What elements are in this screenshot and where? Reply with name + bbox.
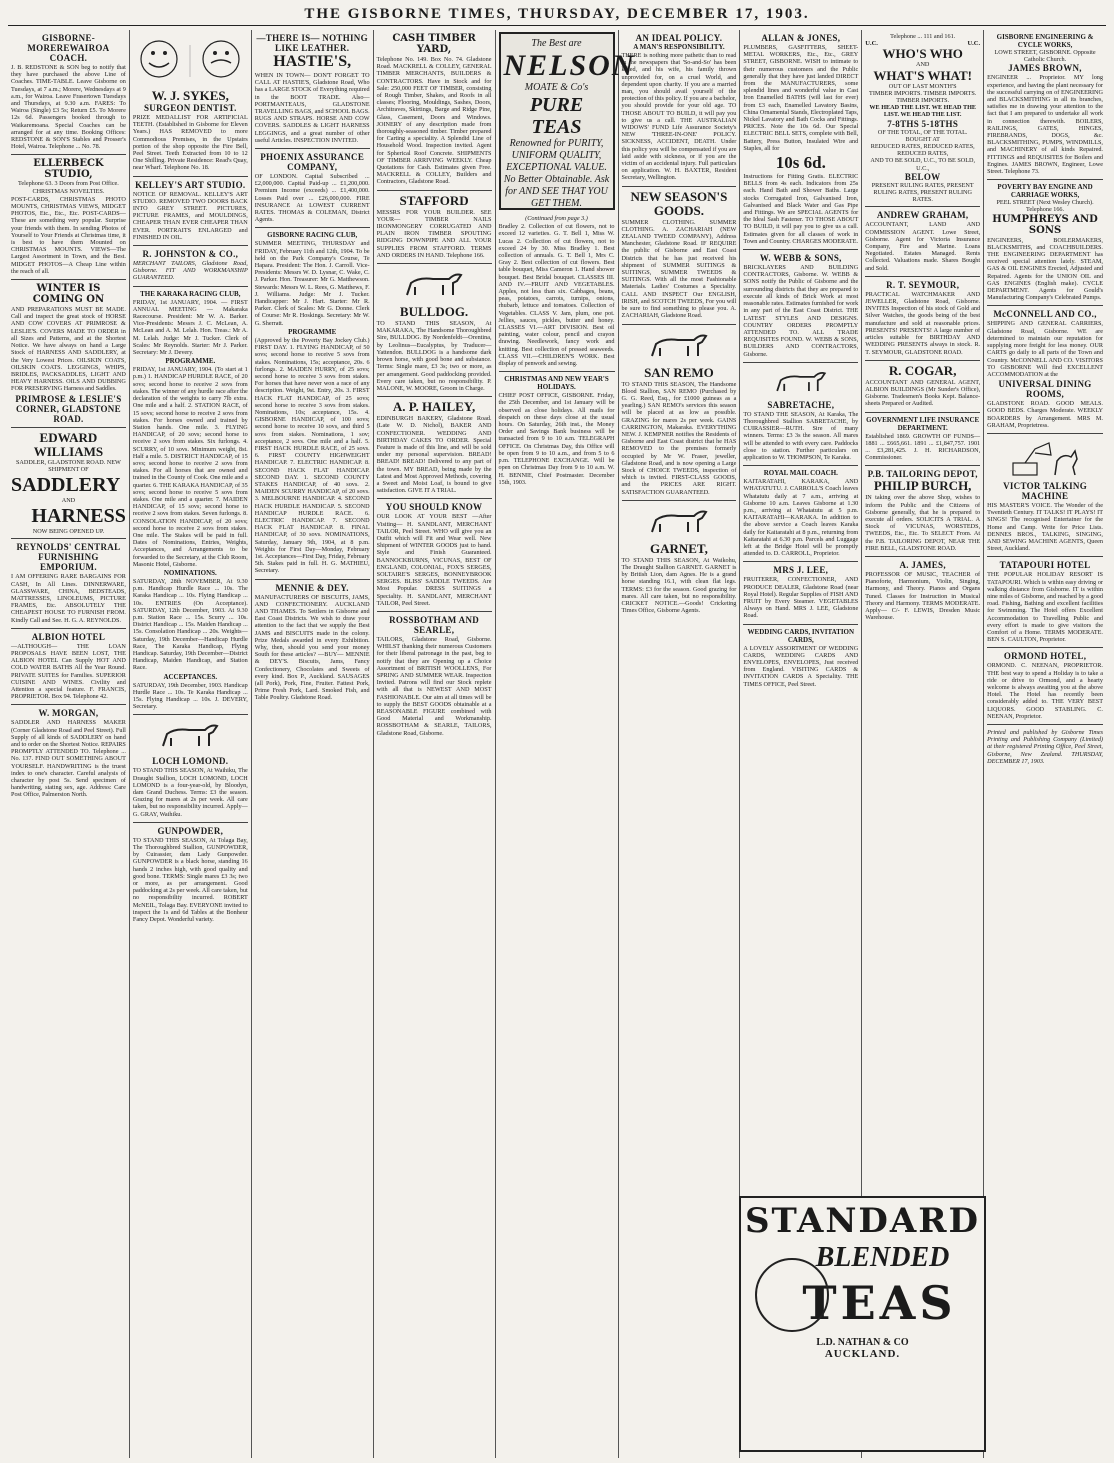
graham-title: ANDREW GRAHAM, — [876, 210, 969, 221]
sanremo-ad — [622, 325, 737, 501]
garnet-text: TO STAND THIS SEASON, At Waikohu, The Draught Stallion GARNET. GARNET is by British Lion, dam Agnes. He is a grand horse standing 16.1, with clean flat legs. TERMS: £3 for the season. Good grazing for mares. All care taken, but no responsibility. CRICKET NOTICE.—Goods! Cricketing Times Office, Gisborne Agents. — [621, 556, 737, 615]
standard-city: AUCKLAND. — [824, 1348, 901, 1360]
sabretache-text: TO STAND THE SEASON, At Karaka, The Thoroughbred Stallion SABRETACHE, by CUIRASSIER—RUTH. Sire of many winners. Terms: £3 3s the season. All mares will be attended to with every care. Paddocks close to station. Further particulars on application to W. THOMPSON, Te Karaka. — [743, 410, 859, 461]
webb-ad — [743, 250, 858, 363]
graham-ad — [865, 207, 980, 276]
cash-timber-text: Telephone No. 149. Box No. 74. Gladstone Road. MACKRELL & COLLEY, GENERAL TIMBER MERCHANTS, BUILDERS & CONTRACTORS. Have in Stock and for Sale: 250,000 FEET OF TIMBER, consisting of Rough Timber, Shakes, and Roofs in all classes; Flooring, Mouldings, Sashes, Doors, Architraves, Skirtings, Barge and Ridge Pine, Glass, Casement, Doors and Windows. JOINERY of any description made from thoroughly-seasoned timber. Timber prepared for Carting a speciality. A Splendid Line of Household Wood. Inspection invited. Agent for Spherical Roof Concrete. SHIPMENTS OF TIMBER ARRIVING WEEKLY. Cheap Quotations for Cash. Estimates given Free. MACKRELL & COLLEY, Builders and Contractors, Gladstone Road. — [376, 56, 492, 186]
lee-text: FRUITERER, CONFECTIONER, AND PRODUCE DEALER, Gladstone Road (near Royal Hotel). Regular Supplies of FISH AND FRUIT by Every Steamer. VEGETABLES Always on Hand. MRS J. LEE, Gladstone Road. — [743, 576, 859, 620]
coach-text: J. B. REDSTONE & SON beg to notify that they have purchased the above Line of Coaches. TIME-TABLE. Leave Gisborne on Tuesdays, at 7 a.m.; Morere, Wednesdays at 9 a.m., for Wairoa. Leave Frasertown Tuesdays and Thursdays, at 9.30 a.m. FARES: To Wairoa (Single) £3 5s; Return £5. To Morere 12s 6d. Passengers booked through to Waikaremoana. Special Coaches can be arranged for at any time. Booking Offices: REDSTONE & SON'S Stables and Prosser's Hotel, Wairoa. Telephone ... No. 78. — [11, 64, 126, 151]
williams-sub: SADDLER, GLADSTONE ROAD. NEW SHIPMENT OF — [15, 458, 121, 473]
who-title: WHO'S WHO — [882, 46, 963, 62]
and-word: AND — [61, 496, 76, 504]
gunpowder-title: GUNPOWDER, — [157, 825, 224, 836]
coach-ad — [11, 30, 126, 155]
morgan-text: SADDLER AND HARNESS MAKER (Corner Gladstone Road and Peel Street). Full Supply of all kinds of SADDLERY on hand and to order on the Shortest Notice. REPAIRS PROMPTLY ATTENDED TO. Telephone ... No. 137. FIND OUT SOMETHING ABOUT YOURSELF. HANDWRITING is the truest index to one's character. Careful analysis of character by post 5s. Send specimen of handwriting, stating sex, age. Address: Care Post Office, Palmerston North. — [11, 719, 126, 799]
brown-text: ENGINEER ... Proprietor. MY long experience, and having the plant necessary for the successful carrying on of ENGINEERING and BLACKSMITHING in all its branches, satisfies me in drawing your attention to the fact that I am prepared to undertake all work in connection therewith. BOILERS, RAILINGS, GATES, HINGES, FIREBRANDS, DOGS, &c. BLACKSMITHING, PUMPS, WINDMILLS, and MACHINERY of all kinds Repaired. FITTINGS and REQUISITES for Boilers and Engines. JAMES BROWN, Engineer, Lowe Street. Telephone 73. — [987, 74, 1103, 176]
acceptances-title: ACCEPTANCES. — [163, 672, 218, 681]
nelson-co: MOATE & Co's — [524, 82, 589, 93]
tatapouri-ad — [987, 557, 1103, 648]
standard-teas-ad — [739, 1196, 986, 1452]
nelson-tea-ad — [499, 32, 636, 210]
masthead — [8, 6, 1106, 26]
season-text: SUMMER CLOTHING. SUMMER CLOTHING. A. ZACHARIAH (NEW ZEALAND TWEED COMPANY), Address Manchester, Gladstone Road. IF REQUIRE the public of Gisborne and East Coast Districts that he has just received his shipment of SUMMER SUITINGS & SUITINGS, SUMMER TWEEDS & SUITINGS. With all the most Fashionable Materials. Ladies' Costumes a Speciality. CALL AND INSPECT Our ENGLISH, IRISH, and SCOTCH TWEEDS, For you will be sure to find something to please you. A. ZACHARIAH, Gladstone Road. — [621, 218, 737, 320]
karaka-text: FRIDAY, 1st JANUARY, 1904. — FIRST ANNUAL MEETING — Makaraka Racecourse. President: Mr W. A. Barker. Vice-Presidents: Messrs J. C. McLean, A. McLean and A. M. Lelah. Hon. Treas.: Mr A. M. Lelah. Judge: Mr J. Tucker. Clerk of Scales: Mr Reynolds. Starter: Mr J. Parker. Secretary: Mr J. Devery. — [132, 298, 248, 357]
universal-text: GLADSTONE ROAD. GOOD MEALS. GOOD BEDS. Charges Moderate. WEEKLY BOARDERS by Arrangement. MRS M. GRAHAM, Proprietress. — [987, 400, 1103, 429]
programme-text: FRIDAY, 1st JANUARY, 1904. (To start at 1 p.m.) 1. HANDICAP HURDLE RACE, of 20 sovs; second horse to receive 2 sovs from stakes. The winner of any hurdle race after the declaration of the weights to carry 7lb extra. One mile and a half. 2. STATION RACE, of 15 sovs; second horse to receive 2 sovs from stakes. For horses owned and trained by Station hands. One mile. 3. FLYING HANDICAP, of 20 sovs; second horse to receive 2 sovs from stakes. Six furlongs. 4. SCURRY, of 10 sovs. Minimum weight, 8st. Half a mile. 5. DISTRICT HANDICAP, of 15 sovs; second horse to receive 2 sovs from stakes. For all horses that are owned and trained in the County of Cook. One mile and a quarter. 6. THE KARAKA HANDICAP, of 35 sovs; second horse to receive 5 sovs from stakes. One mile and a quarter. 7. MAIDEN HANDICAP, of 15 sovs; second horse to receive 2 sovs from stakes. Seven furlongs. 8. CONSOLATION HANDICAP, of 20 sovs; second horse to receive 2 sovs from stakes. One mile. The Stakes will be paid in full. Dates of Nominations, Entries, Weights, Acceptances, and Arrangements to be forwarded to the Secretary, at the Club Room, Masonic Hotel, Gisborne. — [132, 366, 248, 568]
morgan-ad — [11, 705, 126, 802]
humphreys-title: HUMPHREYS AND SONS — [992, 213, 1098, 236]
saddlery-word: SADDLERY — [11, 473, 121, 496]
racing-title: GISBORNE RACING CLUB, — [267, 231, 358, 240]
williams-foot: NOW BEING OPENED UP. — [32, 528, 105, 536]
allan-title: ALLAN & JONES, — [761, 33, 841, 43]
continued-note: (Continued from page 3.) — [525, 215, 588, 222]
allan-text2: Instructions for Fitting Gratis. ELECTRIC BELLS from 4s each. Indicators from 25s each. Hand Bath and Shower Baths. Large stocks Corrugated Iron, Galvanised Iron, Galvanised and Black Water and Gas Pipe and Fittings. We are SPECIAL AGENTS for the Ideal Sash Fastener. TO THOSE ABOUT TO BUILD, it will pay you to give us a call. Estimates given for all classes of work in Town and Country. CHARGES MODERATE. — [743, 173, 859, 245]
johnston-ad — [133, 246, 248, 287]
johnston-text: MERCHANT TAILORS, Gladstone Road, Gisborne. FIT AND WORKMANSHIP GUARANTEED. — [132, 260, 248, 282]
lee-title: MRS J. LEE, — [773, 565, 829, 576]
sabretache-ad — [743, 363, 858, 466]
mennie-text: MANUFACTURERS OF BISCUITS, JAMS, AND CONFECTIONERY. AUCKLAND AND THAMES. To Settlers in Gisborne and East Coast Districts. We wish to draw your attention to the fact that we supply the Best JAMS and BISCUITS made in the colony. Prize Medals awarded in every Exhibition. Why, then, should you send your money South for these articles? —BUY— MENNIE & DEY'S. Biscuits, Jams, Fancy Confectionery, Chocolates and Sweets of every kind. Box P., Auckland. SAUSAGES (all Pork), Pork, Fine, Fruiter. Fattest Pork, Prime Fresh Pork, Lard. Smoked Fish, and Table Poultry. Gladstone Road. — [254, 593, 370, 702]
imprint-text: Printed and published by Gisborne Times Printing and Publishing Company (Limited) at their registered Printing Office, Peel Street, Gisborne, New Zealand. THURSDAY, DECEMBER 17, 1903. — [987, 729, 1103, 765]
webb-title: W. WEBB & SONS, — [759, 253, 842, 264]
column-3 — [252, 30, 374, 1458]
garnet-ad — [622, 501, 737, 619]
column-1 — [8, 30, 130, 1458]
standard-word: STANDARD — [744, 1201, 981, 1241]
uc-left: U.C. — [865, 40, 878, 48]
winter-title: WINTER IS COMING ON — [32, 283, 105, 306]
rossbotham-ad — [377, 612, 492, 741]
james-text: PROFESSOR OF MUSIC, TEACHER of Pianoforte, Harmonium, Violin, Singing, Harmony, and Theory. Pianos and Organs Tuned. Classes for Instruction in Musical Theory and Harmony. TERMS MODERATE. Apply— C/- F. LEWIS, Dresden Music Warehouse. — [865, 570, 981, 622]
reynolds-text: I AM OFFERING RARE BARGAINS FOR CASH, In All Lines. DINNERWARE, GLASSWARE, CHINA, BEDSTEADS, MATTRESSES, LINOLEUMS, PICTURE FRAMES, Etc. ABSOLUTELY THE CHEAPEST HOUSE TO FURNISH FROM. Kindly Call and See. H. G. A. REYNOLDS. — [11, 573, 126, 624]
phoenix-text: OF LONDON. Capital Subscribed ... £2,000,000. Capital Paid-up ... £1,200,000. Premium Income (exceeds) ... £1,400,000. Losses Paid over ... £26,000,000. FIRE INSURANCE At LOWEST CURRENT RATES. THOMAS & COLEMAN, District Agents. — [254, 173, 370, 224]
allan-price: 10s 6d. — [775, 153, 826, 173]
hailey-ad — [377, 397, 492, 499]
ellerbeck-sub: Telephone 63. 3 Doors from Post Office. CHRISTMAS NOVELTIES. — [18, 180, 119, 195]
programme3-title: PROGRAMME — [288, 327, 337, 336]
season-ad — [622, 187, 737, 325]
standard-maker: L.D. NATHAN & CO — [816, 1337, 909, 1348]
cash-timber-title: CASH TIMBER YARD, — [392, 33, 476, 55]
sykes-sub: SURGEON DENTIST. — [143, 103, 237, 113]
column-9 — [984, 30, 1106, 1458]
gramophone-dog-icon — [1005, 439, 1085, 479]
ormond-title: ORMOND HOTEL, — [1003, 651, 1087, 662]
gunpowder-ad — [133, 823, 248, 927]
albion-ad — [11, 629, 126, 706]
head-list: WE HEAD THE LIST. WE HEAD THE LIST. WE HEAD THE LIST. — [869, 104, 977, 119]
sandlant-ad — [377, 499, 492, 612]
total-text: OF THE TOTAL, OF THE TOTAL. — [877, 128, 968, 136]
govt-ad — [865, 413, 980, 467]
kelley-ad — [133, 177, 248, 246]
nelson-pure: PURE TEAS — [529, 94, 584, 138]
cards-title: WEDDING CARDS, INVITATION CARDS, — [747, 627, 855, 644]
burch-title: PHILIP BURCH, — [873, 478, 972, 494]
phoenix-ad — [255, 149, 370, 228]
mennie-ad — [255, 580, 370, 706]
horse-icon — [399, 269, 469, 303]
tooth-illustration-icon — [135, 35, 245, 87]
sanremo-text: TO STAND THIS SEASON, The Handsome Blood Stallion, SAN REMO (Purchased by G. G. Reed, Esq., for £1000 guineas as a yearling.) SAN REMO's services this season will be placed at as low as possible. GRAZING for mares 2s per week. GAINS CARRINGTON, Makaraka. EVERYTHING NEW. J. KEMPNER notifies the Residents of Gisborne and East Coast district that he HAS REMOVED to the premises formerly occupied by Mr W. Fraser, jeweller, Gladstone Road, and is now opening a Large Stock of CHOICE TWEEDS, inspection of which is invited. FIRST-CLASS GOODS, and the PRICES ARE RIGHT. SATISFACTION GUARANTEED. — [621, 380, 737, 496]
season-title: NEW SEASON'S GOODS. — [630, 188, 728, 218]
phoenix-title: PHOENIX ASSURANCE COMPANY, — [260, 152, 365, 173]
hastie-text: WHEN IN TOWN— DON'T FORGET TO CALL AT HASTIE'S, Gladstone Road, Who has a LARGE STOCK of Everything required in the BOOT TRADE. Also— PORTMANTEAUS, GLADSTONE TRAVELLING BAGS, and SCHOOL BAGS. RUGS AND STRAPS. HORSE AND COW COVERS. SADDLES & LIGHT HARNESS LEGGINGS, and a great number of other useful Articles. INSPECTION INVITED. — [254, 72, 370, 144]
horse-icon — [155, 720, 225, 754]
cards-text: A LOVELY ASSORTMENT OF WEDDING CARDS, WEDDING CARDS AND ENVELOPES, ENVELOPES, Just received from England. VISITING CARDS & INVITATION CARDS A Speciality. THE TIMES OFFICE, Peel Street. — [743, 644, 859, 688]
james-ad — [865, 557, 980, 625]
programme3-text: (Approved by the Poverty Bay Jockey Club.) FIRST DAY. 1. FLYING HANDICAP, of 50 sovs; second horse to receive 5 sovs from stakes. Nominations, 15s; acceptance, 20s. 6 furlongs. 2. MAIDEN HURRY, of 25 sovs; second horse to receive 3 sovs from stakes. For horses that have never won a race of any description. Weight, 9st. Entry, 20s. 3. FIRST HACK FLAT HANDICAP, of 25 sovs; second horse to receive 3 sovs from stakes. Nominations, 10s; acceptance, 15s. 4. GISBORNE HANDICAP, of 100 sovs; second horse to receive 10 sovs, and third 5 sovs from stakes. Nominations, 1 sov; acceptance, 2 sovs. One mile and a half. 5. FIRST HACK HURDLE RACE, of 25 sovs. 6. FIRST COUNTY HIGHWEIGHT HANDICAP. 7. ELECTRIC HANDICAP. 8. SECOND HACK FLAT HANDICAP. SECOND DAY. 1. SECOND COUNTY STAKES HANDICAP, of 40 sovs. 2. MAIDEN SCURRY HANDICAP, of 20 sovs. 3. MELBOURNE HANDICAP. 4. SECOND HACK HURDLE HANDICAP. 5. SECOND HANDICAP HURDLE RACE. 6. ELECTRIC HANDICAP. 7. SECOND HACK FLAT HANDICAP. 8. FINAL HANDICAP, of 30 sovs. NOMINATIONS, Saturday, January 9th, 1904, at 8 p.m. Weights for First Day—Monday, February 1st. Acceptances—First Day, Friday, February 5th. Stakes paid in full. H. G. MATHIEU, Secretary. — [254, 336, 370, 575]
hailey-text: EDINBURGH BAKERY, Gladstone Road. (Late W. D. Nichol), BAKER AND CONFECTIONER. WEDDING AND BIRTHDAY CAKES TO ORDER. Special Feature is made of this line, and will be sold under my personal supervision. BREAD! BREAD! BREAD! Delivered to any part of the town. MY BREAD, being made by the Latest and Most Approved Methods, covering a Sweet and Moist Loaf, is bound to give satisfaction. GIVE IT A TRIAL. — [376, 415, 492, 495]
kelley-title: KELLEY'S ART STUDIO. — [135, 179, 246, 190]
uc-right: U.C. — [967, 40, 981, 48]
reynolds-title: REYNOLDS' CENTRAL FURNISHING EMPORIUM. — [16, 542, 121, 573]
cycle-title: GISBORNE ENGINEERING & CYCLE WORKS, — [996, 33, 1094, 49]
policy-title: AN IDEAL POLICY. — [635, 33, 723, 43]
sanremo-title: SAN REMO — [644, 364, 714, 380]
column-2 — [130, 30, 252, 1458]
allan-ad — [743, 30, 858, 250]
uc-tel: Telephone ... 111 and 161. — [890, 33, 956, 40]
victor-title: VICTOR TALKING MACHINE — [1003, 480, 1088, 501]
seymour-ad — [865, 277, 980, 361]
humphreys-text: ENGINEERS, BOILERMAKERS, BLACKSMITHS, and COACHBUILDERS. THE ENGINEERING DEPARTMENT has received special attention lately. STEAM, GAS & OIL ENGINES Erected, Adjusted and Repaired. Agents for the UNION OIL and GAS ENGINES (English make). CYCLE DEPARTMENT. Agents for Gould's Manufacturing Company's Celebrated Pumps. — [987, 236, 1103, 302]
poverty-text: PEEL STREET (Next Wesley Church). Telephone 166. — [996, 199, 1094, 214]
horse-icon — [644, 506, 714, 540]
policy-ad — [622, 30, 737, 187]
cash-timber-ad — [377, 30, 492, 191]
xmas-title: CHRISTMAS AND NEW YEAR'S HOLIDAYS. — [504, 375, 609, 392]
acceptances-text: SATURDAY, 19th December, 1903. Handicap Hurdle Race ... 10s. Te Karaka Handicap ... 15s. Flying Handicap ... 10s. J. DEVERY, Secretary. — [132, 681, 248, 711]
rossbotham-text: TAILORS, Gladstone Road, Gisborne. WHILST thanking their numerous Customers for their liberal patronage in the past, beg to notify that they are Opening up a Choice Assortment of BRITISH WOOLLENS, For SPRING AND SUMMER WEAR. Inspection Invited. Patrons will find our Stock replete with all that is NEWEST AND MOST FASHIONABLE. Our aim at all times will be to supply the BEST GOODS obtainable at a REASONABLE FIGURE combined with Good Material and Workmanship. ROSSBOTHAM & SEARLE, TAILORS, Gladstone Road, Gisborne. — [376, 635, 492, 737]
uc-ad — [865, 30, 980, 207]
gunpowder-text: TO STAND THIS SEASON, At Tolaga Bay, The Thoroughbred Stallion, GUNPOWDER, by Cuirassier, dam Lady Gunpowder. GUNPOWDER is a black horse, standing 16 hands 2 inches high, with good quality and good bone. TERMS: Single mares £3 3s; two or more, as per arrangement. Good paddocking at 2s per week. All care taken, but no responsibility incurred. ROBERT McNEIL, Tolaga Bay. EVERYONE invited to inspect the 1s and 6d Tables at the Bonheur Fancy Depot. Wonderful variety. — [132, 836, 248, 924]
tatapouri-text: THE POPULAR HOLIDAY RESORT IS TATAPOURI. Which is within easy driving or walking distance from Gisborne. IT is within nine miles of Gisborne, and reached by a good road. Fishing, Bathing and excellent facilities for Swimming. The Hotel offers Excellent Accommodation to Travelling Public and every effort is made to give visitors the Comfort of a Home. TERMS MODERATE. BEN S. CAULTON, Proprietor. — [987, 571, 1103, 644]
lee-ad — [743, 562, 858, 624]
tatapouri-title: TATAPOURI HOTEL — [999, 560, 1091, 571]
column-4 — [374, 30, 496, 1458]
primrose-title: PRIMROSE & LESLIE'S CORNER, GLADSTONE ROAD. — [15, 393, 122, 424]
rossbotham-title: ROSSBOTHAM AND SEARLE, — [389, 614, 480, 635]
masthead-title: THE GISBORNE TIMES, THURSDAY, DECEMBER 17, 1903. — [304, 6, 810, 22]
nelson-name: NELSON — [503, 49, 636, 82]
coach-title: GISBORNE-MOREREWAIROA COACH. — [27, 33, 110, 63]
johnston-title: R. JOHNSTON & CO., — [142, 249, 239, 260]
victor-text: HIS MASTER'S VOICE. The Wonder of the Twentieth Century. IT TALKS! IT PLAYS! IT SINGS! The recognised Entertainer for the Home and Camp. Write for Price Lists. DENNES BROS., TALKING, SINGING, AND SEWING MACHINE AGENTS, Queen Street, Auckland. — [987, 501, 1103, 553]
timber-text: TIMBER IMPORTS. TIMBER IMPORTS. TIMBER IMPORTS. — [869, 89, 977, 105]
horse-icon — [644, 330, 714, 364]
lochlomond-text: TO STAND THIS SEASON, At Waihiku, The Draught Stallion, LOCH LOMOND, LOCH LOMOND is a four-year-old, by Bloodyn, dam Grand Duchess. Terms: £3 the season. Grazing for mares at 2s per week. All care taken, but no responsibility incurred. Apply— G. GRAY, Waihiku. — [132, 767, 248, 818]
royal-coach-title: ROYAL MAIL COACH. — [763, 469, 838, 478]
stafford-title: STAFFORD — [399, 192, 469, 208]
reynolds-ad — [11, 539, 126, 628]
webb-text: BRICKLAYERS AND BUILDING CONTRACTORS, Gisborne. W. WEBB & SONS notify the Public of Gisborne and the surrounding districts that they are prepared to execute all kinds of Brick Work at most reasonable rates. Estimates furnished for work in any part of the East Coast District. THE LATEST STYLES AND DESIGNS. COUNTRY ORDERS PROMPTLY ATTENDED TO. ALL TRADE REQUISITES FOUND. W. WEBB & SONS, BUILDERS AND CONTRACTORS, Gisborne. — [743, 264, 859, 358]
harness-word: HARNESS — [31, 505, 126, 528]
ellerbeck-ad — [11, 155, 126, 280]
ormond-ad — [987, 648, 1103, 725]
racing-text: SUMMER MEETING, THURSDAY and FRIDAY, February 11th and 12th, 1904. To be held on the Park Company's Course, Te Hapara. President: The Hon. J. Carroll. Vice-Presidents: Messrs W. D. Lysnar, C. Wake, C. J. Parker. Hon. Treasurer: Mr G. Matthewson. Stewards: Messrs W. L. Rees, G. Matthews, F. J. Williams. Judge: Mr J. Tucker. Handicapper: Mr J. Hart. Starter: Mr R. Parker. Clerk of Scales: Mr G. Donne. Clerk of Course: Mr R. Hoskings. Secretary: Mr W. G. Sherratt. — [254, 240, 370, 327]
williams-ad — [11, 428, 126, 540]
graham-text: ACCOUNTANT, LAND AND COMMISSION AGENT. Lowe Street, Gisborne. Agent for Victoria Insurance Company, Fire and Marine. Loans Negotiated. Estates Managed. Rents Collected. Valuations made. Shares Bought and Sold. — [865, 221, 981, 272]
bulldog-title: BULLDOG. — [399, 304, 469, 320]
mcconnell-title: McCONNELL AND CO., — [993, 309, 1097, 320]
albion-text: —ALTHOUGH— THE LOAN PROPOSALS HAVE BEEN LOST, THE ALBION HOTEL Can Supply HOT AND COLD WATER BATHS All the Year Round. PRIVATE SUITES for Families. SUPERIOR CUISINE AND WINES. Civility and Attention a special feature. F. FRANCIS, PROPRIETOR. Box 94. Telephone 42. — [11, 642, 126, 701]
rates-text: REDUCED RATES, REDUCED RATES, REDUCED RATES, — [870, 143, 975, 158]
seymour-title: R. T. SEYMOUR, — [886, 279, 960, 290]
nelson-rest: Renowned for PURITY, UNIFORM QUALITY, EXCEPTIONAL VALUE. No Better Obtainable. Ask for AND SEE THAT YOU GET THEM. — [503, 138, 610, 209]
xmas-text: CHIEF POST OFFICE, GISBORNE. Friday, the 25th December, and 1st January will be observed as close holidays. All mails for despatch on these days close at the usual hours. On Saturday, 26th inst., the Money Order and Savings Bank business will be transacted from 9 to 10 a.m. TELEGRAPH OFFICE. On Christmas Day, this Office will be open from 9 to 10 a.m., and from 5 to 6 p.m. TELEPHONE EXCHANGE. Will be open on Christmas Day from 9 to 10 a.m. W. H. BENNIE, Chief Postmaster. December 15th, 1903. — [498, 392, 615, 486]
eighths-text: 7-8THS 5-18THS — [887, 118, 959, 129]
sold-text: AND TO BE SOLD, U.C., TO BE SOLD, U.C., — [870, 157, 976, 172]
garnet-title: GARNET, — [649, 540, 708, 556]
winter-ad — [11, 280, 126, 427]
bought-text: BOUGHT AT — [905, 135, 940, 143]
months-text: OUT OF LAST MONTH'S — [888, 82, 957, 90]
sykes-title: W. J. SYKES, — [151, 88, 229, 103]
racing-ad — [255, 228, 370, 579]
cycle-ad — [987, 30, 1103, 180]
lochlomond-title: LOCH LOMOND. — [152, 756, 229, 767]
sandlant-text: OUR LOOK AT YOUR BEST —After Visiting— H. SANDLANT, MERCHANT TAILOR, Peel Street. WHO will give you an Outfit which will Fit and Wear well. New Shipment of WINTER GOODS just to hand. Style and Finish Guaranteed. BANNOCKBURNS, VICUNAS, BEST OF ENGLAND, COLONIAL, FOX'S SERGES, SOLTAIRE'S SERGES, BONNEYBROOK SERGES. BLISS' SADDLE TWEEDS. Are Most Popular. DRESS SUITINGS a Speciality. H. SANDLANT, MERCHANT TAILOR, Peel Street. — [376, 513, 492, 607]
kelley-text: NOTICE OF REMOVAL. KELLEY'S ART STUDIO. REMOVED TWO DOORS BACK INTO GREY STREET. PICTURES, PICTURE FRAMES, and MOULDINGS, CHEAPER THAN EVER CHEAPER THAN EVER. PORTRAITS ENLARGED and FINISHED IN OIL. — [132, 190, 248, 241]
who-and: AND — [915, 61, 930, 69]
policy-sub: A MAN'S RESPONSIBILITY. — [633, 43, 725, 51]
williams-title: EDWARD WILLIAMS — [33, 429, 104, 459]
poverty-title: POVERTY BAY ENGINE AND CARRIAGE WORKS, — [997, 183, 1093, 200]
nominations-title: NOMINATIONS. — [163, 568, 217, 577]
govt-text: Established 1869. GROWTH OF FUNDS— 1881 ... £665,661. 1891 ... £1,847,757. 1901 ... £3,281,425. J. H. RICHARDSON, Commissioner. — [865, 432, 981, 462]
policy-text: THERE is nothing more pathetic than to read in the newspapers that 'So-and-So' has been killed, and his wife, his family thrown unprovided for, on a cruel World, and dependent upon charity. If you are a married man, you should avail yourself of the protection of this policy. If you are a bachelor, you should provide for your old age. TO THOSE ABOUT TO BUILD, it will pay you to give us a call. THE AUSTRALIAN WIDOWS' FUND Life Assurance Society's NEW 'THREE-IN-ONE' POLICY. SICKNESS, ACCIDENT, DEATH. Under this policy you will be compensated if you are laid aside with sickness, or if you are the victim of an accidental injury. Full particulars on application. W. H. BAXTER, Resident Secretary, Wellington. — [621, 52, 737, 182]
tea-seal-icon — [755, 1258, 829, 1332]
below-text: BELOW — [904, 171, 941, 182]
karaka-title: THE KARAKA RACING CLUB, — [140, 289, 241, 298]
cards-ad — [743, 625, 858, 692]
stafford-text: MESSRS FOR YOUR BUILDER. SEE YOUR— TIMBER NAILS IRONMONGERY CORRUGATED AND PLAIN IRON TIMBER SPOUTING RIDGING DOWNPIPE AND ALL YOUR SUPPLIES FROM STAFFORD. TERMS AND ORDERS IN HAND. Telephone 166. — [376, 208, 492, 259]
burch-text: IN taking over the above Shop, wishes to inform the Public and the Citizens of Gisborne generally, that he is prepared to execute all orders. SOLICITS A TRIAL. A Stock of VICUNAS, WORSTEDS, TWEEDS, Etc., Etc. To SELECT From. At the P.B. TAILORING DEPOT, NEAR THE FIRE BELL, GLADSTONE ROAD. — [865, 494, 981, 552]
cycle-text: LOWE STREET, GISBORNE. Opposite Catholic Church. — [994, 49, 1096, 64]
lochlomond-ad — [133, 715, 248, 822]
teas-word: TEAS — [802, 1276, 957, 1330]
tailoring-title: P.B. TAILORING DEPOT, — [867, 469, 978, 480]
cogar-title: R. COGAR, — [888, 362, 957, 378]
mcconnell-text: SHIPPING AND GENERAL CARRIERS, Gladstone Road, Gisborne. WE are determined to maintain our reputation for supplying more freight for less money. OUR CARTS go daily to all parts of the Town and Country. McCONNELL AND CO. VISITORS TO GISBORNE Will find EXCELLENT ACCOMMODATION at the — [987, 320, 1103, 378]
brown-title: JAMES BROWN, — [1008, 63, 1082, 74]
bulldog-ad — [377, 264, 492, 397]
allan-text: PLUMBERS, GASFITTERS, SHEET-METAL WORKERS, Etc., Etc., GREY STREET, GISBORNE. WISH to intimate to their numerous customers and the Public generally that they have just landed DIRECT from the MANUFACTURERS, some splendid lines and wonderful value in Cast Iron Enamelled BATHS (will last for ever) from £3 each, Enamelled Lavatory Basins, China Ornamental Stands, Electroplated Taps, Nickel Lavatory and Bath Cocks and Fittings. PRICES. Note the 10s 6d. Our Special ELECTRIC BELL SETS, complete with Bell, Battery, Press Button, Insulated Wire and Staples, all for — [743, 44, 859, 152]
show-text: Bradley 2. Collection of cut flowers, not to exceed 12 varieties. G. T. Bell 1, Miss W. Lucas 2. Collection of cut flowers, not to exceed 24 by 30. Miss Bradley 1. Best collection of annuals. G. T. Bell 1, Mrs C. Gray 2. Best collection of cut flowers. Best table bouquet, Miss Cameron 1. Hand shower bouquet. Best Bridal bouquet. CLASSES III. AND IV.—FRUIT AND VEGETABLES. Apples, not less than six. Cabbages, beans, peas, potatoes, carrots, turnips, onions, rhubarb, lettuce and tomatoes. Collection of Vegetables. CLASS V. Jam, plum, one pot. Jellies, sauces, pickles, butter and honey. CLASSES VI.—ART DIVISION. Best oil painting, water colour, pencil and crayon drawing. Needlework, fancy work and knitting. Best collection of pressed seaweeds. CLASS VII.—CHILDREN'S WORK. Best display of penwork and sewing. — [498, 223, 615, 368]
hastie-title: HASTIE'S, — [273, 53, 352, 70]
mcconnell-ad — [987, 306, 1103, 433]
column-5 — [496, 30, 636, 1458]
imprint — [987, 725, 1103, 769]
whats-title: WHAT'S WHAT! — [873, 67, 972, 83]
james-title: A. JAMES, — [899, 559, 946, 570]
horse-icon — [766, 368, 836, 398]
blended-word: BLENDED — [815, 1242, 950, 1273]
sabretache-title: SABRETACHE, — [767, 399, 835, 410]
royal-coach-text: KAITARATAHI, KARAKA, AND WHATATUTU. J. CARROLL'S Coach leaves Whatatutu daily at 7 a.m., arriving at Gisborne 10 a.m. Leaves Gisborne at 1.30 p.m., arriving at Whatatutu at 5 p.m. KAITARATAHI—KARAKA. In addition to the above service a Coach leaves Karaka daily for Kaitaratahi at 8 p.m., returning from Kaitaratahi at 6.30 p.m. Parcels and Luggage left at the Bridge Hotel will be promptly attended to. D. CARROLL, Proprietor. — [743, 478, 859, 558]
show-results — [499, 212, 615, 372]
bulldog-text: TO STAND THIS SEASON, At MAKARAKA, The Handsome Thoroughbred Sire, BULLDOG. By Nordenfeldt—Orentina, by Leolinus—Eucalyptus, by Traducer—Yattendon. BULLDOG is a handsome dark brown horse, with good bone and substance. Terms: Single mare, £3 3s; two or more, as per arrangement. Good paddocking provided. Every care taken, but no responsibility. P. MALONE, W. MOORE, Groom in Charge. — [376, 320, 492, 392]
seymour-text: PRACTICAL WATCHMAKER AND JEWELLER, Gladstone Road, Gisborne. INVITES Inspection of his stock of Gold and Silver Watches, the goods being of the best manufacture and sold at reasonable prices. PRESENTS! PRESENTS! A large number of articles suitable for BIRTHDAY AND WEDDING PRESENTS always in stock. R. T. SEYMOUR, GLADSTONE ROAD. — [865, 290, 981, 356]
sykes-ad — [133, 30, 248, 177]
hastie-ad — [255, 30, 370, 149]
govt-title: GOVERNMENT LIFE INSURANCE DEPARTMENT. — [866, 415, 980, 432]
morgan-title: W. MORGAN, — [38, 708, 99, 719]
ruling-text: PRESENT RULING RATES, PRESENT RULING RATES, PRESENT RULING RATES. — [871, 181, 974, 204]
hailey-title: A. P. HAILEY, — [392, 399, 476, 415]
sykes-text: PRIZE MEDALLIST FOR ARTIFICIAL TEETH. (Established in Gisborne for Eleven Years.) HAS REMOVED to more Commodious Premises, in the Upstairs portion of the shop opposite the Fire Bell, Peel Street. Teeth Extracted from 10 to 12 One Shilling. Private Residence: Read's Quay, near Wharf. Telephone No. 18. — [132, 114, 248, 172]
leather-title: —THERE IS— NOTHING LIKE LEATHER. — [256, 33, 368, 53]
universal-title: UNIVERSAL DINING ROOMS, — [998, 379, 1092, 400]
ormond-text: ORMOND. C. NEENAN, PROPRIETOR. THE best way to spend a Holiday is to take a ride or drive to Ormond, and a hearty welcome is always awaiting you at the above Hotel. The Hotel has recently been considerably added to. THE VERY BEST LIQUORS. GOOD STABLING. C. NEENAN, Proprietor. — [987, 662, 1103, 720]
programme-title: PROGRAMME. — [165, 357, 216, 366]
burch-ad — [865, 466, 980, 557]
coach7-ad — [743, 466, 858, 562]
nelson-best: The Best are — [531, 38, 582, 49]
karaka-ad — [133, 287, 248, 716]
albion-title: ALBION HOTEL — [31, 631, 106, 642]
nominations-text: SATURDAY, 28th NOVEMBER, At 9.30 p.m. Handicap Hurdle Race ... 10s. The Karaka Handicap ... 10s. Flying Handicap ... 10s. ENTRIES (On Acceptance). SATURDAY, 12th December, 1903. At 9.30 p.m. Station Race ... 15s. Scurry ... 10s. District Handicap ... 15s. Maiden Handicap ... 15s. Consolation Handicap ... 20s. Weights—Saturday, 19th December—Handicap Hurdle Race, The Karaka Handicap, Flying Handicap. Saturday, 19th December—District Handicap, Maiden Handicap, and Station Race. — [132, 577, 248, 672]
winter-text: AND PREPARATIONS MUST BE MADE. Call and inspect the great stock of HORSE AND COW COVERS AT PRIMROSE & LESLIE'S. COVERS MADE TO ORDER in all Sizes and Patterns, and at the Shortest Notice. We have always on hand a Large Stock of HARNESS AND SADDLERY, at the Very Lowest Prices. OILSKIN COATS, OILSKIN COATS. LEGGINGS, WHIPS, BRIDLES, PACKSADDLES, LIGHT AND HEAVY HARNESS. OILS AND DUBBING FOR PRESERVING Harness and Saddles. — [11, 306, 126, 393]
mennie-title: MENNIE & DEY. — [275, 582, 349, 593]
ellerbeck-title: ELLERBECK STUDIO, — [33, 158, 104, 181]
column-6 — [619, 30, 741, 1458]
ellerbeck-text: POST-CARDS, CHRISTMAS PHOTO MOUNTS, CHRISTMAS VIEWS, MIDGET PHOTOS, Etc., Etc., Etc. POST-CARDS—These are something very popular. Surprise your friends with them. In sending Photos of Yourself to Your Friends at Christmas time, it is best to have them Mounted on CHRISTMAS MOUNTS. VIEWS—The Largest Assortment in Town, and the Best. MIDGET PHOTOS—A Cheap Line within the reach of all. — [11, 195, 126, 275]
sandlant-title: YOU SHOULD KNOW — [385, 502, 483, 513]
stafford-ad — [377, 191, 492, 264]
cogar-text: ACCOUNTANT AND GENERAL AGENT, ALBION BUILDINGS (Mr Sunder's Office), Gisborne. Tradesmen's Books Kept. Balance-sheets Prepared or Audited. — [865, 378, 981, 408]
xmas-notice — [499, 372, 615, 490]
cogar-ad — [865, 361, 980, 413]
victor-ad — [987, 434, 1103, 557]
poverty-ad — [987, 180, 1103, 306]
